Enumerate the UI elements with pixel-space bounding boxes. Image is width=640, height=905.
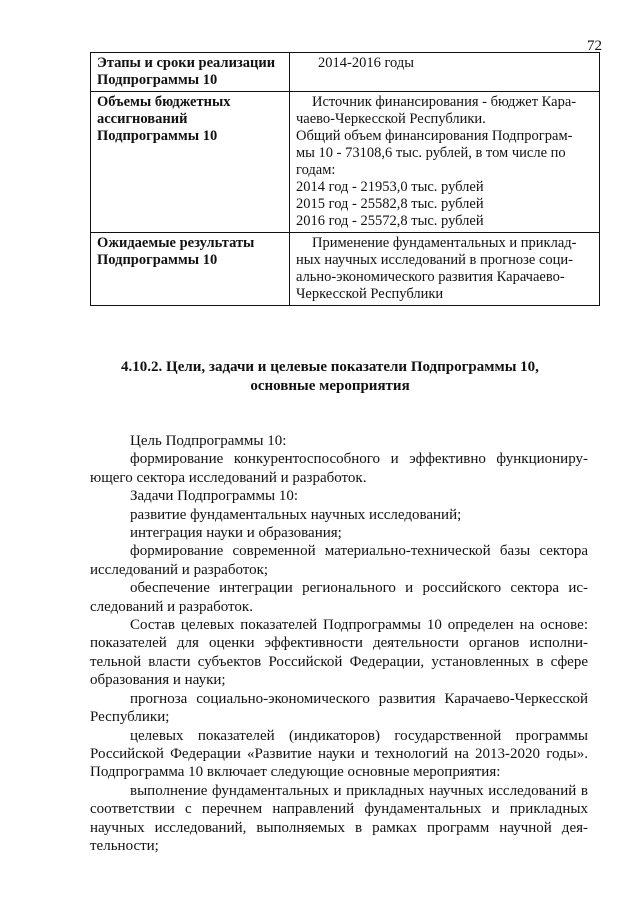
table-row-stages	[91, 53, 600, 92]
goal-text: формирование конкурентоспособного и эффективно функциониру-ющего сектора исследований и разработок.	[90, 451, 588, 486]
row-value-budget	[290, 92, 600, 233]
table-row-results	[91, 233, 600, 306]
goal-title: Цель Подпрограммы 10:	[130, 433, 287, 449]
label-line: Объемы бюджетных	[97, 94, 231, 110]
row-label-stages	[91, 53, 290, 92]
value-line: чаево-Черкесской Республики.	[296, 111, 486, 127]
value-line: годам:	[296, 162, 336, 178]
row-label-budget	[91, 92, 290, 233]
subprogram-passport-table	[90, 52, 600, 306]
value-line: ально-экономического развития Карачаево-	[296, 269, 565, 285]
row-label-results	[91, 233, 290, 306]
value-line: мы 10 - 73108,6 тыс. рублей, в том числе по	[296, 145, 566, 161]
value-line: Общий объем финансирования Подпрограм-	[296, 128, 573, 144]
row-value-stages	[290, 53, 600, 92]
task-item: обеспечение интеграции регионального и российского сектора ис-следований и разработок.	[90, 580, 588, 615]
value-line: 2016 год - 25572,8 тыс. рублей	[296, 213, 484, 229]
value-line: 2014-2016 годы	[318, 55, 414, 71]
value-line: Источник финансирования - бюджет Кара-	[312, 94, 577, 110]
task-item: формирование современной материально-технической базы сектора исследований и разработок;	[90, 543, 588, 578]
label-line: Подпрограммы 10	[97, 72, 218, 88]
value-line: ных научных исследований в прогнозе соци-	[296, 252, 574, 268]
label-line: Этапы и сроки реализации	[97, 55, 276, 71]
row-value-results	[290, 233, 600, 306]
task-item: развитие фундаментальных научных исследований;	[130, 506, 462, 523]
label-line: Подпрограммы 10	[97, 252, 218, 268]
page-number: 72	[587, 38, 602, 54]
value-line: Черкесской Республики	[296, 286, 444, 302]
value-line: 2015 год - 25582,8 тыс. рублей	[296, 196, 484, 212]
label-line: Подпрограммы 10	[97, 128, 218, 144]
body-text	[90, 432, 588, 855]
value-line: 2014 год - 21953,0 тыс. рублей	[296, 179, 484, 195]
label-line: ассигнований	[97, 111, 188, 127]
indicators-item: целевых показателей (индикаторов) государственной программы Российской Федерации «Развитие науки и технологий на 2013-2020 годы». Подпрограмма 10 включает следующие основные мероприятия:	[90, 727, 588, 781]
indicators-item: прогноза социально-экономического развития Карачаево-Черкесской Республики;	[90, 690, 588, 726]
section-heading-line: 4.10.2. Цели, задачи и целевые показатели Подпрограммы 10,	[121, 359, 539, 375]
section-heading-line: основные мероприятия	[250, 378, 410, 394]
table-row-budget	[91, 92, 600, 233]
label-line: Ожидаемые результаты	[97, 235, 255, 251]
section-heading	[80, 358, 580, 396]
tasks-title: Задачи Подпрограммы 10:	[130, 488, 299, 505]
indicators-paragraph: Состав целевых показателей Подпрограммы 10 определен на основе: показателей для оценки эффективности деятельности органов исполни-тельной власти субъектов Российской Федерации, установленных в сфере образования и науки;	[90, 617, 588, 689]
activity-item: выполнение фундаментальных и прикладных научных исследований в соответствии с перечнем направлений фундаментальных и прикладных научных исследований, выполняемых в рамках программ научной дея-тельности;	[90, 782, 588, 854]
task-item: интеграция науки и образования;	[130, 525, 342, 542]
value-line: Применение фундаментальных и приклад-	[312, 235, 577, 251]
